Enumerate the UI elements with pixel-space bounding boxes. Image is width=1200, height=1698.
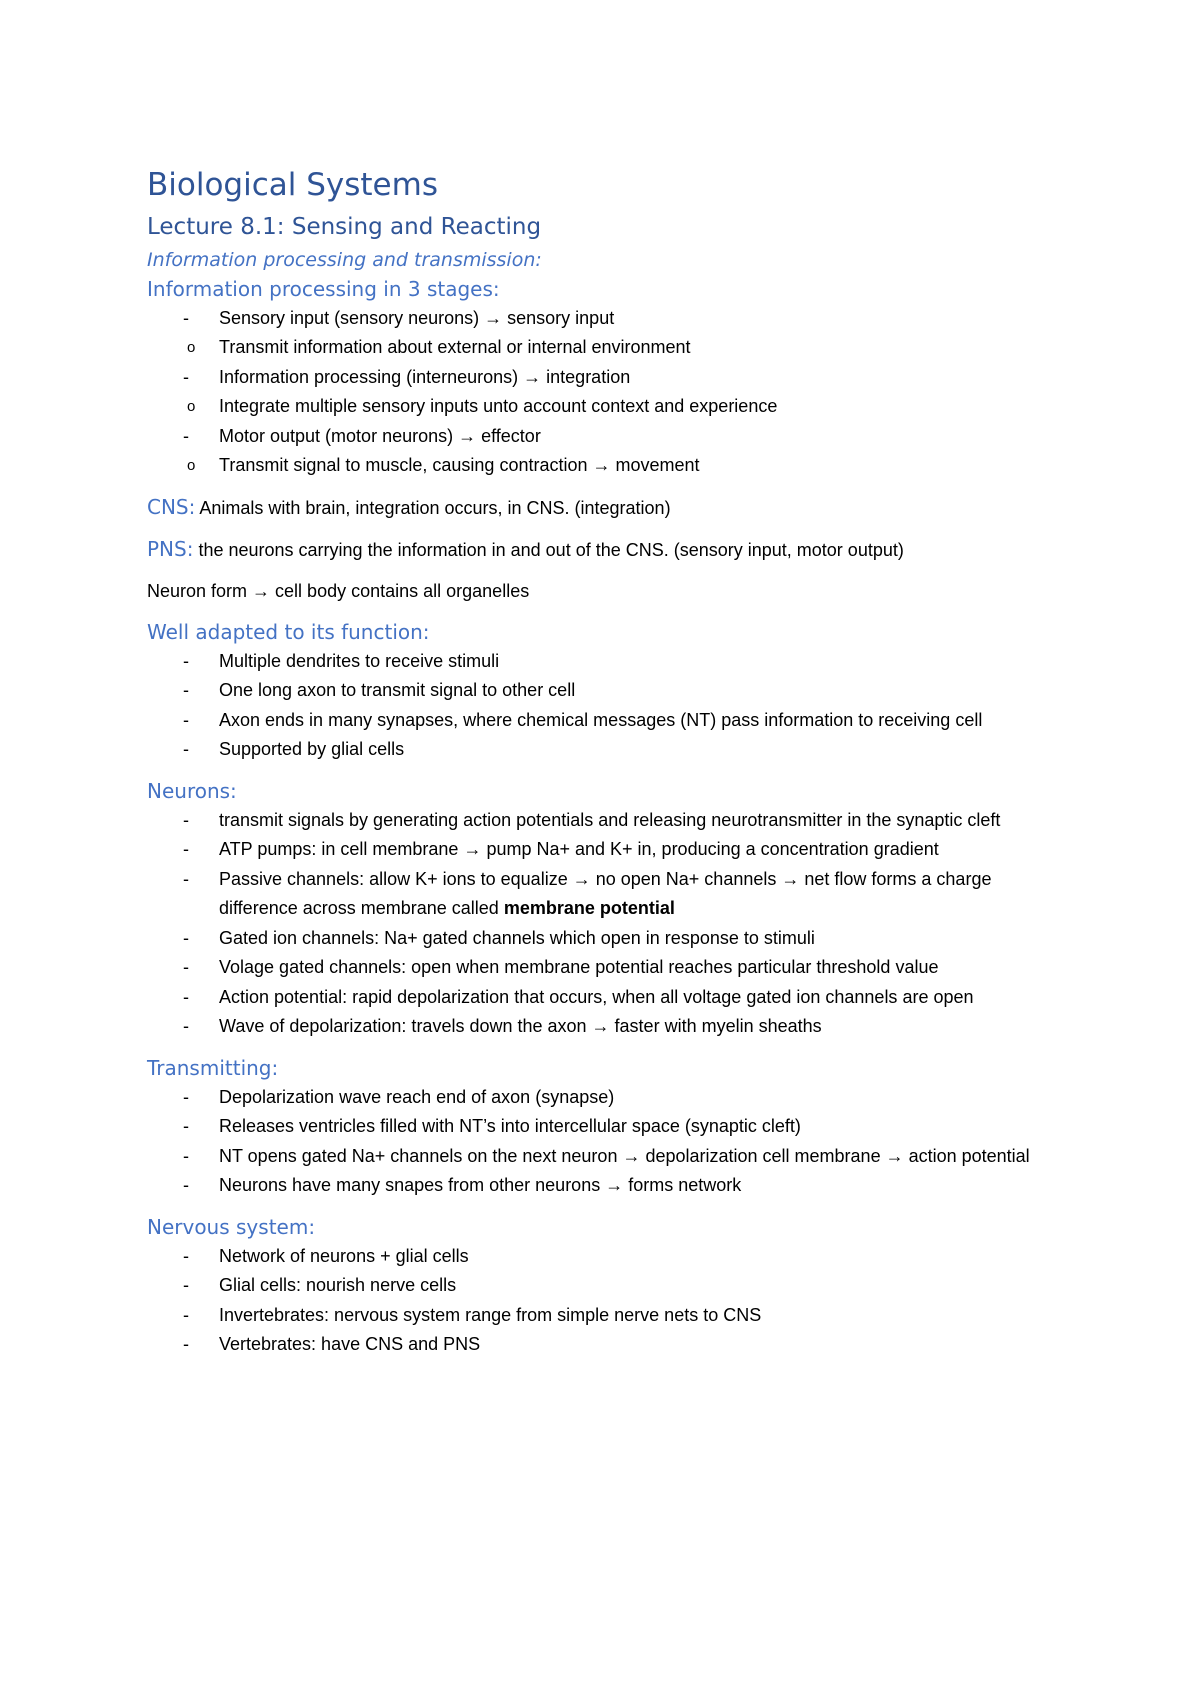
list-item: - Gated ion channels: Na+ gated channels which open in response to stimuli <box>147 924 1047 954</box>
dash-bullet: - <box>183 986 189 1007</box>
list-item: - NT opens gated Na+ channels on the next neuron → depolarization cell membrane → action potential <box>147 1142 1047 1172</box>
dash-bullet: - <box>183 1245 189 1266</box>
list-item: - Supported by glial cells <box>147 735 1047 765</box>
list-item: - ATP pumps: in cell membrane → pump Na+ and K+ in, producing a concentration gradient <box>147 835 1047 865</box>
sub-list-item: o Transmit information about external or internal environment <box>147 333 1047 363</box>
doc-title: Biological Systems <box>147 167 438 203</box>
list-item: - Wave of depolarization: travels down the axon → faster with myelin sheaths <box>147 1012 1047 1042</box>
list-item: - Invertebrates: nervous system range from simple nerve nets to CNS <box>147 1301 1047 1331</box>
dash-bullet: - <box>183 957 189 978</box>
dash-bullet: - <box>183 839 189 860</box>
dash-bullet: - <box>183 1086 189 1107</box>
sub-list-item: o Transmit signal to muscle, causing contraction → movement <box>147 451 1047 481</box>
list-item: - Axon ends in many synapses, where chemical messages (NT) pass information to receiving cell <box>147 706 1047 736</box>
nervous-system-heading: Nervous system: <box>147 1214 316 1239</box>
dash-bullet: - <box>183 868 189 889</box>
pns-paragraph: PNS: the neurons carrying the information in and out of the CNS. (sensory input, motor output) <box>147 536 904 561</box>
pns-label: PNS: <box>147 536 194 561</box>
list-item: - Volage gated channels: open when membrane potential reaches particular threshold value <box>147 953 1047 983</box>
transmitting-heading: Transmitting: <box>147 1055 279 1080</box>
arrow-right-icon: → <box>484 307 503 328</box>
circle-bullet: o <box>187 339 196 357</box>
adapted-heading: Well adapted to its function: <box>147 619 430 644</box>
dash-bullet: - <box>183 1116 189 1137</box>
neuron-form-paragraph: Neuron form → cell body contains all organelles <box>147 580 530 601</box>
circle-bullet: o <box>187 457 196 475</box>
circle-bullet: o <box>187 398 196 416</box>
dash-bullet: - <box>183 1334 189 1355</box>
list-item: - Information processing (interneurons) → integration o Integrate multiple sensory inputs unto account context and experience <box>147 363 1047 422</box>
list-item: - Action potential: rapid depolarization that occurs, when all voltage gated ion channels are open <box>147 983 1047 1013</box>
list-item: - Releases ventricles filled with NT’s into intercellular space (synaptic cleft) <box>147 1112 1047 1142</box>
dash-bullet: - <box>183 1016 189 1037</box>
list-item: - Network of neurons + glial cells <box>147 1242 1047 1272</box>
arrow-right-icon: → <box>572 868 591 889</box>
dash-bullet: - <box>183 809 189 830</box>
arrow-right-icon: → <box>781 868 800 889</box>
list-item: - Sensory input (sensory neurons) → sensory input o Transmit information about external or internal environment <box>147 304 1047 363</box>
list-item: - Multiple dendrites to receive stimuli <box>147 647 1047 677</box>
dash-bullet: - <box>183 680 189 701</box>
adapted-list <box>147 647 1047 765</box>
dash-bullet: - <box>183 1145 189 1166</box>
list-item: - Vertebrates: have CNS and PNS <box>147 1330 1047 1360</box>
list-item: - Glial cells: nourish nerve cells <box>147 1271 1047 1301</box>
dash-bullet: - <box>183 1275 189 1296</box>
arrow-right-icon: → <box>591 1016 610 1037</box>
arrow-right-icon: → <box>592 455 611 476</box>
stages-list <box>147 304 1047 481</box>
nervous-system-list <box>147 1242 1047 1360</box>
list-item: - transmit signals by generating action potentials and releasing neurotransmitter in the synaptic cleft <box>147 806 1047 836</box>
stages-heading: Information processing in 3 stages: <box>147 276 500 301</box>
list-item: - Motor output (motor neurons) → effector o Transmit signal to muscle, causing contraction → movement <box>147 422 1047 481</box>
neurons-list <box>147 806 1047 1042</box>
arrow-right-icon: → <box>885 1145 904 1166</box>
dash-bullet: - <box>183 1175 189 1196</box>
document-content <box>147 168 1047 1360</box>
neurons-heading: Neurons: <box>147 778 237 803</box>
dash-bullet: - <box>183 1304 189 1325</box>
list-item: - One long axon to transmit signal to other cell <box>147 676 1047 706</box>
sub-list <box>147 392 1047 422</box>
arrow-right-icon: → <box>605 1175 624 1196</box>
lecture-title: Lecture 8.1: Sensing and Reacting <box>147 213 542 240</box>
cns-label: CNS: <box>147 494 196 519</box>
dash-bullet: - <box>183 927 189 948</box>
list-item: - Depolarization wave reach end of axon (synapse) <box>147 1083 1047 1113</box>
arrow-right-icon: → <box>463 839 482 860</box>
dash-bullet: - <box>183 307 189 328</box>
dash-bullet: - <box>183 739 189 760</box>
dash-bullet: - <box>183 425 189 446</box>
list-item: - Neurons have many snapes from other neurons → forms network <box>147 1171 1047 1201</box>
subheading-italic: Information processing and transmission: <box>147 249 542 272</box>
cns-paragraph: CNS: Animals with brain, integration occurs, in CNS. (integration) <box>147 494 671 519</box>
membrane-potential-term: membrane potential <box>503 898 675 919</box>
list-item: - Passive channels: allow K+ ions to equalize → no open Na+ channels → net flow forms a charge difference across membrane called membrane potential <box>147 865 1047 924</box>
transmitting-list <box>147 1083 1047 1201</box>
sub-list <box>147 333 1047 363</box>
arrow-right-icon: → <box>252 580 271 601</box>
arrow-right-icon: → <box>458 425 477 446</box>
arrow-right-icon: → <box>622 1145 641 1166</box>
sub-list-item: o Integrate multiple sensory inputs unto account context and experience <box>147 392 1047 422</box>
arrow-right-icon: → <box>523 366 542 387</box>
sub-list <box>147 451 1047 481</box>
dash-bullet: - <box>183 650 189 671</box>
dash-bullet: - <box>183 709 189 730</box>
dash-bullet: - <box>183 366 189 387</box>
